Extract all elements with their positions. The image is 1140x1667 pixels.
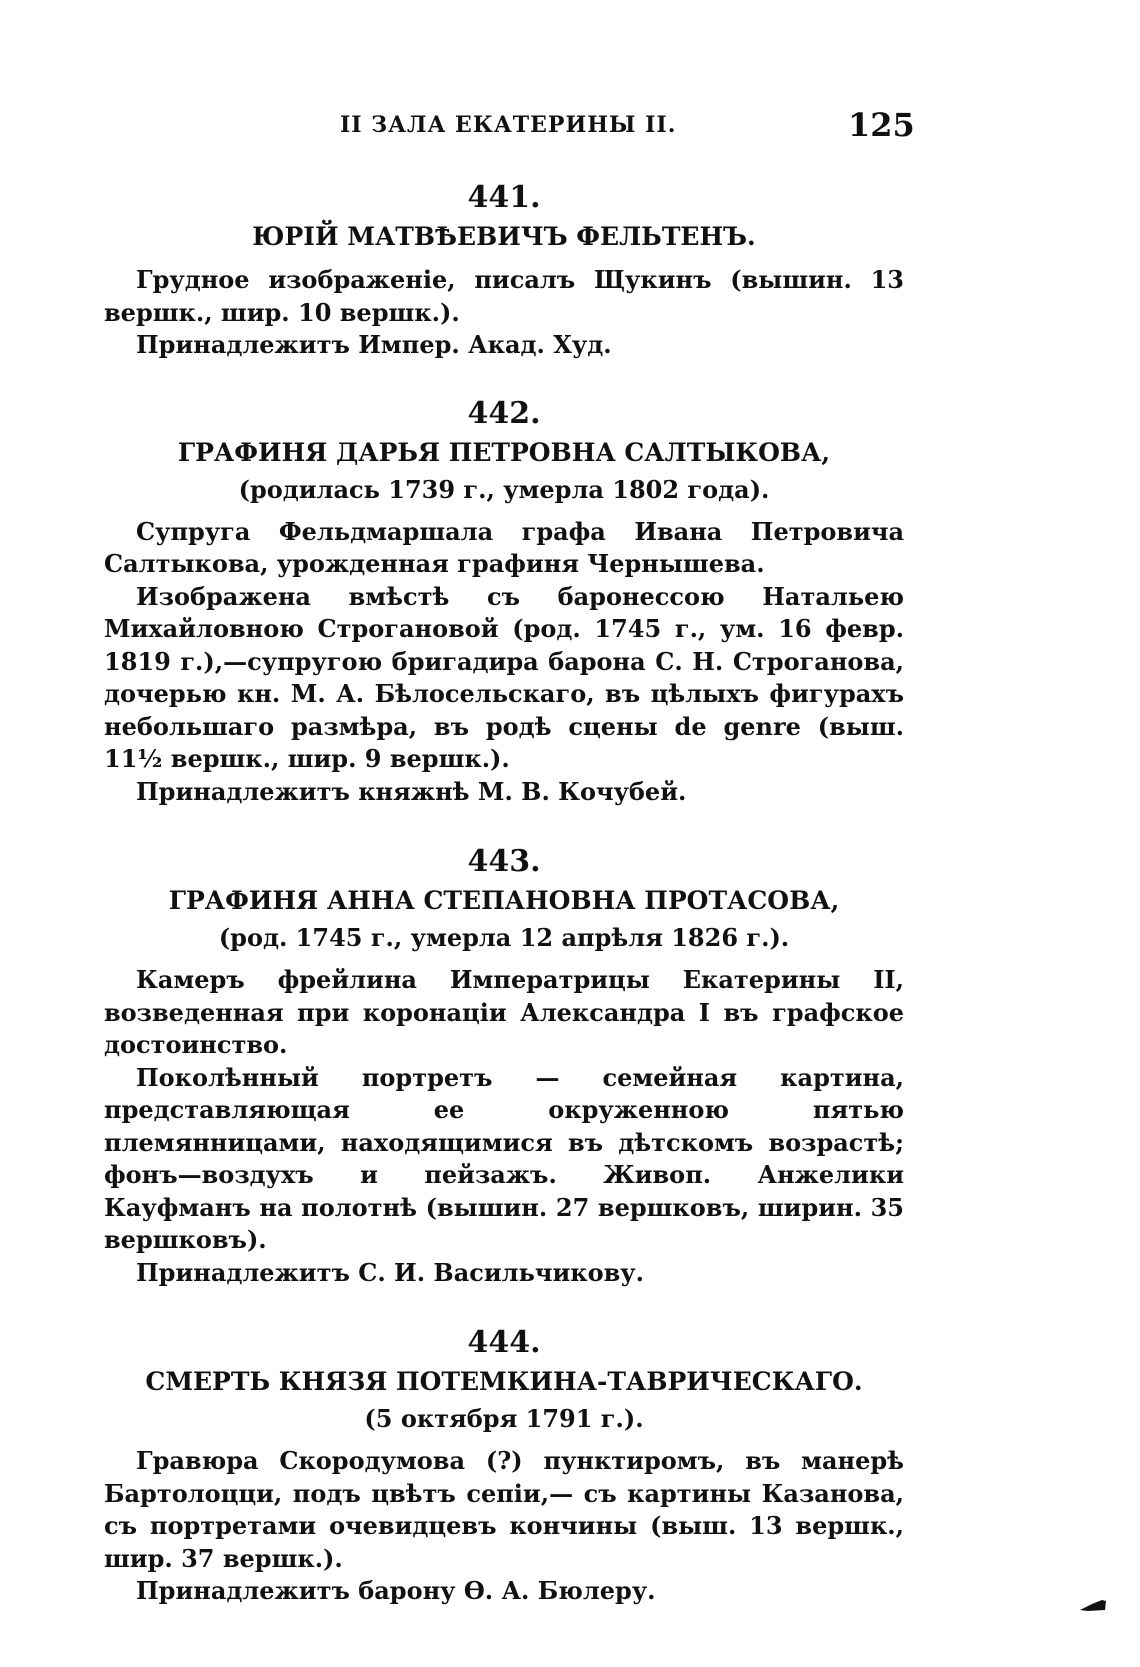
entry-paragraph: Грудное изображеніе, писалъ Щукинъ (вышин. 13 вершк., шир. 10 вершк.). [104, 265, 904, 327]
entry-paragraph: Изображена вмѣстѣ съ баронессою Натальею Михайловною Строгановой (род. 1745 г., ум. 16 февр. 1819 г.),—супругою бригадира барона С. Н. Строганова, дочерью кн. М. А. Бѣлосельскаго, въ цѣлыхъ фигурахъ небольшаго размѣра, въ родѣ сцены de genre (выш. 11½ вершк., шир. 9 вершк.). [104, 581, 904, 773]
catalog-entry-443 [104, 842, 904, 1289]
entry-title: СМЕРТЬ КНЯЗЯ ПОТЕМКИНА-ТАВРИЧЕСКАГО. [145, 1367, 863, 1396]
ink-smudge-icon [1078, 1598, 1108, 1612]
entry-paragraph: Камеръ фрейлина Императрицы Екатерины II, возведенная при коронаціи Александра I въ графское достоинство. [104, 965, 904, 1059]
entry-paragraph: Принадлежитъ С. И. Васильчикову. [136, 1257, 644, 1287]
entry-number: 444. [467, 1325, 541, 1360]
entry-paragraph: Принадлежитъ барону Ѳ. А. Бюлеру. [136, 1576, 656, 1605]
entry-paragraph: Принадлежитъ княжнѣ М. В. Кочубей. [136, 776, 687, 806]
entry-paragraph: Поколѣнный портретъ — семейная картина, представляющая ее окруженною пятью племянницами, находящимися въ дѣтскомъ возрастѣ; фонъ—воздухъ и пейзажъ. Живоп. Анжелики Кауфманъ на полотнѣ (вышин. 27 вершковъ, ширин. 35 вершковъ). [104, 1062, 904, 1254]
entry-subtitle: (родилась 1739 г., умерла 1802 года). [238, 474, 770, 504]
catalog-entry-441 [104, 178, 904, 362]
entry-title: ГРАФИНЯ АННА СТЕПАНОВНА ПРОТАСОВА, [168, 886, 840, 915]
entry-number: 442. [467, 395, 541, 431]
catalog-entry-442 [104, 394, 904, 809]
entry-paragraph: Гравюра Скородумова (?) пунктиромъ, въ манерѣ Бартолоцци, подъ цвѣтъ сепіи,— съ картины Казанова, съ портретами очевидцевъ кончины (выш. 13 вершк., шир. 37 вершк.). [104, 1446, 904, 1573]
entry-subtitle: (5 октября 1791 г.). [364, 1404, 644, 1433]
page-content [104, 178, 904, 1608]
page-number: 125 [848, 106, 915, 144]
running-title: II ЗАЛА ЕКАТЕРИНЫ II. [340, 112, 677, 138]
entry-paragraph: Принадлежитъ Импер. Акад. Худ. [136, 330, 612, 359]
entry-title: ЮРІЙ МАТВѢЕВИЧЪ ФЕЛЬТЕНЪ. [252, 222, 756, 251]
entry-number: 441. [467, 180, 541, 215]
catalog-entry-444 [104, 1323, 904, 1608]
entry-number: 443. [467, 844, 541, 879]
entry-title: ГРАФИНЯ ДАРЬЯ ПЕТРОВНА САЛТЫКОВА, [177, 437, 831, 467]
entry-subtitle: (род. 1745 г., умерла 12 апрѣля 1826 г.). [218, 923, 790, 952]
entry-paragraph: Супруга Фельдмаршала графа Ивана Петровича Салтыкова, урожденная графиня Чернышева. [104, 516, 904, 578]
